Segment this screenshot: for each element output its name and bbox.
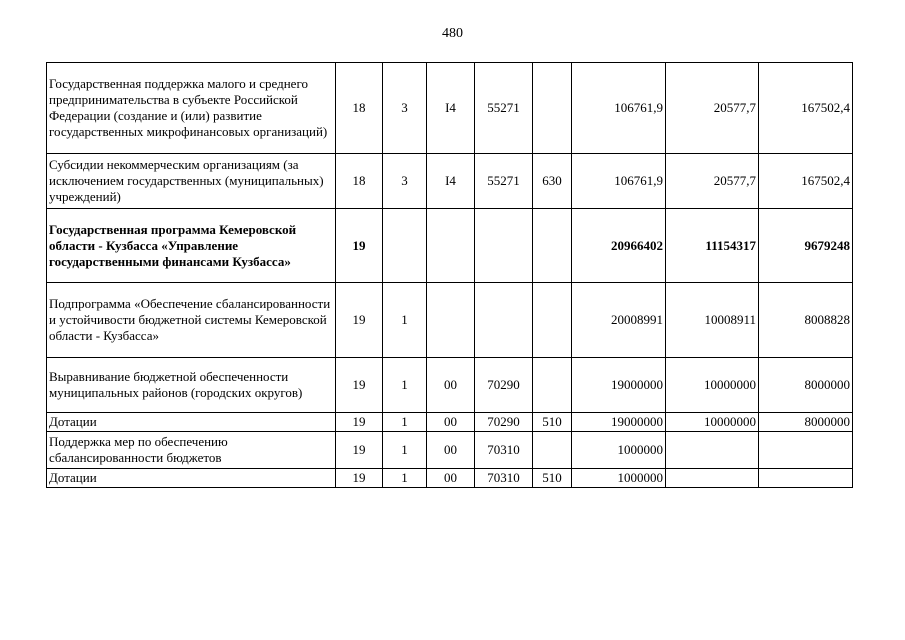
row-name: Государственная программа Кемеровской области - Кузбасса «Управление государственными финансами Кузбасса»	[47, 209, 336, 283]
amount-year-2: 10000000	[666, 413, 759, 432]
event-code: I4	[427, 154, 475, 209]
expense-type-code	[533, 209, 572, 283]
expense-type-code	[533, 358, 572, 413]
subprogram-code: 3	[383, 63, 427, 154]
amount-year-2	[666, 432, 759, 469]
amount-year-2: 20577,7	[666, 63, 759, 154]
subprogram-code: 1	[383, 283, 427, 358]
table-row	[47, 63, 853, 154]
row-name: Поддержка мер по обеспечению сбалансированности бюджетов	[47, 432, 336, 469]
event-code	[427, 283, 475, 358]
amount-year-1: 20008991	[572, 283, 666, 358]
amount-year-3	[759, 432, 853, 469]
table-row	[47, 432, 853, 469]
table-row	[47, 283, 853, 358]
event-code: 00	[427, 469, 475, 488]
row-name: Выравнивание бюджетной обеспеченности муниципальных районов (городских округов)	[47, 358, 336, 413]
event-code	[427, 209, 475, 283]
amount-year-3: 8000000	[759, 358, 853, 413]
amount-year-1: 106761,9	[572, 63, 666, 154]
direction-code	[475, 283, 533, 358]
subprogram-code: 1	[383, 469, 427, 488]
amount-year-2: 20577,7	[666, 154, 759, 209]
amount-year-3: 8000000	[759, 413, 853, 432]
page-number: 480	[442, 26, 463, 41]
direction-code	[475, 209, 533, 283]
row-name: Дотации	[47, 413, 336, 432]
direction-code: 55271	[475, 63, 533, 154]
expense-type-code: 510	[533, 469, 572, 488]
amount-year-1: 1000000	[572, 432, 666, 469]
direction-code: 70310	[475, 432, 533, 469]
subprogram-code: 1	[383, 432, 427, 469]
direction-code: 70290	[475, 413, 533, 432]
table-row	[47, 413, 853, 432]
amount-year-3: 167502,4	[759, 63, 853, 154]
amount-year-3: 8008828	[759, 283, 853, 358]
amount-year-1: 106761,9	[572, 154, 666, 209]
program-code: 19	[336, 209, 383, 283]
amount-year-2: 11154317	[666, 209, 759, 283]
event-code: I4	[427, 63, 475, 154]
amount-year-1: 1000000	[572, 469, 666, 488]
program-code: 19	[336, 358, 383, 413]
program-code: 19	[336, 469, 383, 488]
amount-year-2: 10008911	[666, 283, 759, 358]
program-code: 18	[336, 63, 383, 154]
subprogram-code: 1	[383, 413, 427, 432]
event-code: 00	[427, 358, 475, 413]
event-code: 00	[427, 413, 475, 432]
program-code: 19	[336, 283, 383, 358]
amount-year-1: 20966402	[572, 209, 666, 283]
subprogram-code: 1	[383, 358, 427, 413]
amount-year-1: 19000000	[572, 358, 666, 413]
row-name: Субсидии некоммерческим организациям (за исключением государственных (муниципальных) учреждений)	[47, 154, 336, 209]
subprogram-code	[383, 209, 427, 283]
expense-type-code	[533, 432, 572, 469]
amount-year-3	[759, 469, 853, 488]
table-row	[47, 358, 853, 413]
table-row	[47, 469, 853, 488]
event-code: 00	[427, 432, 475, 469]
program-code: 19	[336, 432, 383, 469]
expense-type-code: 510	[533, 413, 572, 432]
amount-year-1: 19000000	[572, 413, 666, 432]
program-code: 19	[336, 413, 383, 432]
direction-code: 55271	[475, 154, 533, 209]
budget-table	[46, 62, 853, 488]
direction-code: 70290	[475, 358, 533, 413]
amount-year-3: 9679248	[759, 209, 853, 283]
expense-type-code	[533, 63, 572, 154]
table-row	[47, 154, 853, 209]
expense-type-code: 630	[533, 154, 572, 209]
program-code: 18	[336, 154, 383, 209]
expense-type-code	[533, 283, 572, 358]
row-name: Подпрограмма «Обеспечение сбалансированности и устойчивости бюджетной системы Кемеровской области - Кузбасса»	[47, 283, 336, 358]
amount-year-3: 167502,4	[759, 154, 853, 209]
direction-code: 70310	[475, 469, 533, 488]
row-name: Государственная поддержка малого и среднего предпринимательства в субъекте Российской Федерации (создание и (или) развитие государственных микрофинансовых организаций)	[47, 63, 336, 154]
amount-year-2	[666, 469, 759, 488]
table-row	[47, 209, 853, 283]
amount-year-2: 10000000	[666, 358, 759, 413]
subprogram-code: 3	[383, 154, 427, 209]
row-name: Дотации	[47, 469, 336, 488]
